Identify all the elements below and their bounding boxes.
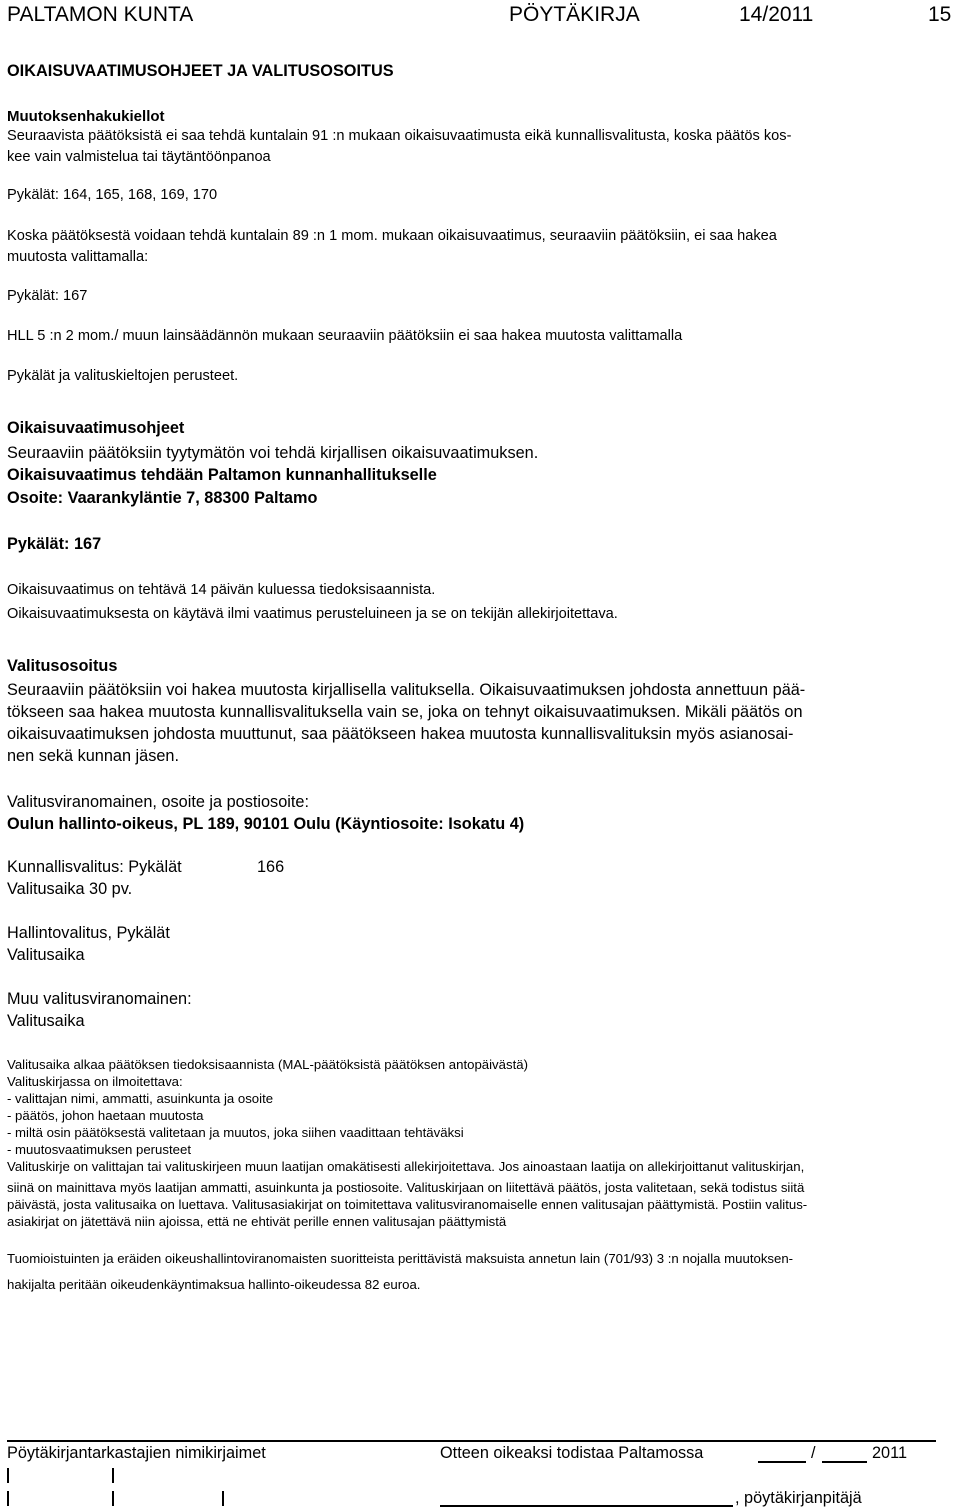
rectification-line-1: Seuraaviin päätöksiin tyytymätön voi tehdä kirjallisen oikaisuvaatimuksen.	[7, 444, 539, 462]
footer-year: 2011	[872, 1444, 908, 1462]
municipal-appeal-label: Kunnallisvalitus: Pykälät	[7, 858, 182, 876]
details-line-8: siinä on mainittava myös laatijan ammatti, asuinkunta ja postiosoite. Valituskirjaan on liitettävä päätös, josta valitetaan, sekä todistus siitä	[7, 1180, 805, 1195]
footer-signature-blank	[440, 1505, 733, 1507]
header-org: PALTAMON KUNTA	[7, 3, 194, 26]
appeal-line-3: oikaisuvaatimuksen johdosta muuttunut, saa päätökseen hakea muutosta kunnallisvalituksin myös asianosai-	[7, 725, 794, 743]
appeal-line-1: Seuraaviin päätöksiin voi hakea muutosta kirjallisella valituksella. Oikaisuvaatimuksen johdosta annettuun pää-	[7, 681, 806, 699]
details-line-6: - muutosvaatimuksen perusteet	[7, 1142, 191, 1157]
rectification-line-2: Oikaisuvaatimus tehdään Paltamon kunnanhallitukselle	[7, 466, 437, 484]
municipal-appeal-period: Valitusaika 30 pv.	[7, 880, 133, 898]
details-line-4: - päätös, johon haetaan muutosta	[7, 1108, 204, 1123]
restrictions-heading: Muutoksenhakukiellot	[7, 108, 165, 125]
restrictions-line-6: Pykälät ja valituskieltojen perusteet.	[7, 368, 239, 384]
initials-mark	[112, 1491, 114, 1506]
admin-appeal-label: Hallintovalitus, Pykälät	[7, 924, 170, 942]
appeal-line-4: nen sekä kunnan jäsen.	[7, 747, 179, 765]
details-line-10: asiakirjat on jätettävä niin ajoissa, että ne ehtivät perille ennen valitusajan päättymistä	[7, 1214, 507, 1229]
restrictions-line-2: kee vain valmistelua tai täytäntöönpanoa	[7, 149, 271, 165]
restrictions-sections-1: Pykälät: 164, 165, 168, 169, 170	[7, 187, 218, 203]
header-doc-type: PÖYTÄKIRJA	[509, 3, 640, 26]
details-line-9: päivästä, josta valitusaika on luettava. Valitusasiakirjat on toimitettava valitusviranomaiselle ennen valitusajan päättymistä. Postiin valitus-	[7, 1197, 808, 1212]
initials-mark	[222, 1491, 224, 1506]
details-line-3: - valittajan nimi, ammatti, asuinkunta ja osoite	[7, 1091, 274, 1106]
other-authority-period: Valitusaika	[7, 1012, 85, 1030]
details-line-2: Valituskirjassa on ilmoitettava:	[7, 1074, 183, 1089]
municipal-appeal-sections: 166	[257, 858, 285, 876]
footer-slash: /	[811, 1444, 816, 1462]
header-page-no: 15	[928, 3, 952, 26]
initials-mark	[7, 1468, 9, 1483]
footer-inspectors-label: Pöytäkirjantarkastajien nimikirjaimet	[7, 1444, 266, 1462]
footer-secretary-label: , pöytäkirjanpitäjä	[735, 1489, 862, 1507]
appeal-line-2: tökseen saa hakea muutosta kunnallisvalituksella vain se, joka on tehnyt oikaisuvaatimuksen. Mikäli päätös on	[7, 703, 803, 721]
appeal-authority-label: Valitusviranomainen, osoite ja postiosoite:	[7, 793, 309, 811]
details-line-5: - miltä osin päätöksestä valitetaan ja muutos, joka siihen vaadittaan tehtäväksi	[7, 1125, 464, 1140]
header-meeting-no: 14/2011	[739, 3, 814, 26]
rectification-heading: Oikaisuvaatimusohjeet	[7, 419, 185, 437]
restrictions-line-4: muutosta valittamalla:	[7, 249, 149, 265]
restrictions-line-3: Koska päätöksestä voidaan tehdä kuntalain 89 :n 1 mom. mukaan oikaisuvaatimus, seuraaviin päätöksiin, ei saa hakea	[7, 228, 777, 244]
footer-month-blank	[822, 1461, 867, 1463]
initials-mark	[112, 1468, 114, 1483]
rectification-address: Osoite: Vaarankyläntie 7, 88300 Paltamo	[7, 489, 318, 507]
details-line-11: Tuomioistuinten ja eräiden oikeushallintoviranomaisten suoritteista perittävistä maksuista annetun lain (701/93) 3 :n nojalla muutoksen-	[7, 1251, 794, 1266]
rectification-line-5: Oikaisuvaatimuksesta on käytävä ilmi vaatimus perusteluineen ja se on tekijän allekirjoitettava.	[7, 606, 618, 622]
other-authority-label: Muu valitusviranomainen:	[7, 990, 192, 1008]
admin-appeal-period: Valitusaika	[7, 946, 85, 964]
details-line-7: Valituskirje on valittajan tai valituskirjeen muun laatijan omakätisesti allekirjoitettava. Jos ainoastaan laatija on allekirjoittanut valituskirjan,	[7, 1159, 805, 1174]
document-title: OIKAISUVAATIMUSOHJEET JA VALITUSOSOITUS	[7, 62, 394, 80]
restrictions-line-1: Seuraavista päätöksistä ei saa tehdä kuntalain 91 :n mukaan oikaisuvaatimusta eikä kunnallisvalitusta, koska päätös kos-	[7, 128, 792, 144]
restrictions-sections-2: Pykälät: 167	[7, 288, 88, 304]
footer-day-blank	[758, 1461, 806, 1463]
initials-mark	[7, 1491, 9, 1506]
appeal-authority: Oulun hallinto-oikeus, PL 189, 90101 Oulu (Käyntiosoite: Isokatu 4)	[7, 815, 525, 833]
restrictions-line-5: HLL 5 :n 2 mom./ muun lainsäädännön mukaan seuraaviin päätöksiin ei saa hakea muutosta valittamalla	[7, 328, 683, 344]
footer-divider	[7, 1440, 936, 1442]
rectification-sections: Pykälät: 167	[7, 535, 102, 553]
details-line-1: Valitusaika alkaa päätöksen tiedoksisaannista (MAL-päätöksistä päätöksen antopäivästä)	[7, 1057, 528, 1072]
details-line-12: hakijalta peritään oikeudenkäyntimaksua hallinto-oikeudessa 82 euroa.	[7, 1277, 421, 1292]
rectification-line-4: Oikaisuvaatimus on tehtävä 14 päivän kuluessa tiedoksisaannista.	[7, 582, 436, 598]
footer-certify-label: Otteen oikeaksi todistaa Paltamossa	[440, 1444, 704, 1462]
appeal-heading: Valitusosoitus	[7, 657, 118, 675]
